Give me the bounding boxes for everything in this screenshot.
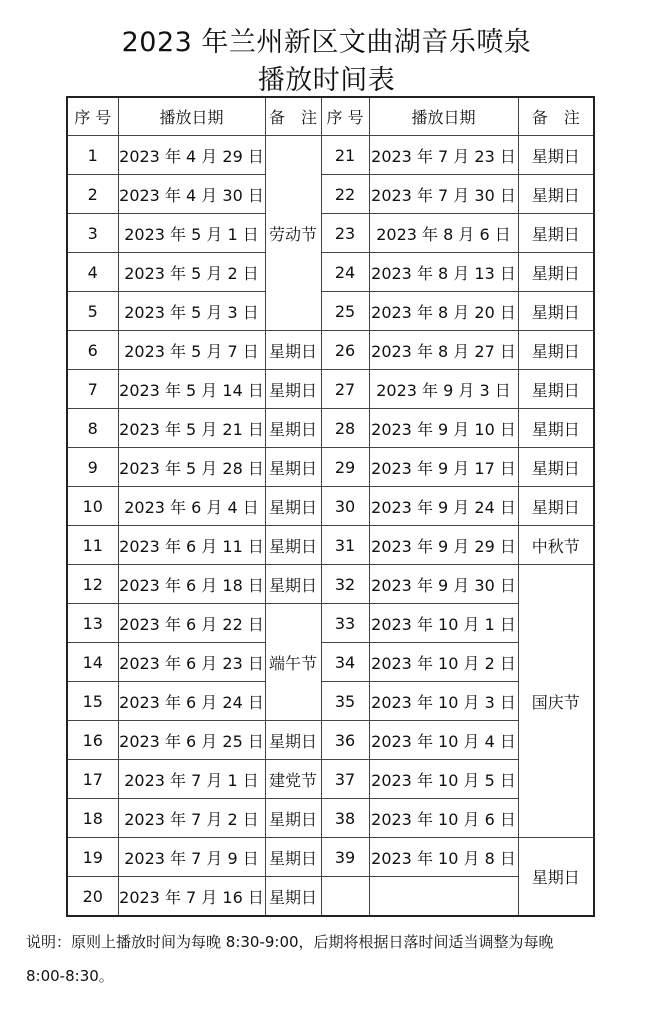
date-cell: 2023 年 7 月 16 日: [118, 877, 265, 917]
date-cell: 2023 年 9 月 24 日: [369, 487, 518, 526]
note-cell: 端午节: [265, 604, 321, 721]
seq-cell: 23: [321, 214, 369, 253]
seq-cell: 31: [321, 526, 369, 565]
note-cell: 星期日: [518, 253, 594, 292]
date-cell: 2023 年 10 月 3 日: [369, 682, 518, 721]
date-cell: 2023 年 5 月 14 日: [118, 370, 265, 409]
note-cell: 星期日: [518, 214, 594, 253]
date-cell: 2023 年 6 月 23 日: [118, 643, 265, 682]
table-row: [67, 799, 594, 838]
table-row: [67, 487, 594, 526]
note-cell: 星期日: [518, 331, 594, 370]
table-row: [67, 136, 594, 175]
header-date: 播放日期: [369, 97, 518, 136]
date-cell: 2023 年 5 月 28 日: [118, 448, 265, 487]
seq-cell: [321, 877, 369, 917]
seq-cell: 18: [67, 799, 118, 838]
date-cell: 2023 年 5 月 2 日: [118, 253, 265, 292]
seq-cell: 9: [67, 448, 118, 487]
note-cell: 建党节: [265, 760, 321, 799]
seq-cell: 25: [321, 292, 369, 331]
note-cell: 星期日: [265, 877, 321, 917]
seq-cell: 39: [321, 838, 369, 877]
seq-cell: 14: [67, 643, 118, 682]
date-cell: 2023 年 4 月 29 日: [118, 136, 265, 175]
date-cell: 2023 年 7 月 2 日: [118, 799, 265, 838]
note-cell: 星期日: [265, 799, 321, 838]
seq-cell: 27: [321, 370, 369, 409]
date-cell: 2023 年 10 月 4 日: [369, 721, 518, 760]
table-row: [67, 448, 594, 487]
date-cell: 2023 年 7 月 23 日: [369, 136, 518, 175]
table-row: [67, 721, 594, 760]
page-subtitle: 播放时间表: [257, 65, 396, 96]
date-cell: 2023 年 6 月 18 日: [118, 565, 265, 604]
seq-cell: 21: [321, 136, 369, 175]
table-row: [67, 175, 594, 214]
date-cell: 2023 年 10 月 1 日: [369, 604, 518, 643]
schedule-table: [66, 96, 595, 917]
table-row: [67, 409, 594, 448]
seq-cell: 4: [67, 253, 118, 292]
table-row: [67, 526, 594, 565]
date-cell: 2023 年 6 月 25 日: [118, 721, 265, 760]
seq-cell: 8: [67, 409, 118, 448]
date-cell: 2023 年 9 月 30 日: [369, 565, 518, 604]
seq-cell: 28: [321, 409, 369, 448]
header-date: 播放日期: [118, 97, 265, 136]
note-cell: 星期日: [518, 838, 594, 917]
date-cell: 2023 年 10 月 6 日: [369, 799, 518, 838]
seq-cell: 29: [321, 448, 369, 487]
table-row: [67, 604, 594, 643]
note-cell: 星期日: [265, 487, 321, 526]
footnote: 说明：原则上播放时间为每晚 8:30-9:00，后期将根据日落时间适当调整为每晚: [26, 933, 554, 951]
page-title: 2023 年兰州新区文曲湖音乐喷泉: [121, 27, 532, 58]
seq-cell: 2: [67, 175, 118, 214]
seq-cell: 16: [67, 721, 118, 760]
date-cell: 2023 年 5 月 7 日: [118, 331, 265, 370]
date-cell: 2023 年 9 月 10 日: [369, 409, 518, 448]
note-cell: 星期日: [518, 292, 594, 331]
table-row: [67, 292, 594, 331]
seq-cell: 12: [67, 565, 118, 604]
note-cell: 星期日: [518, 487, 594, 526]
date-cell: 2023 年 10 月 5 日: [369, 760, 518, 799]
note-cell: 星期日: [518, 448, 594, 487]
seq-cell: 6: [67, 331, 118, 370]
date-cell: 2023 年 8 月 6 日: [369, 214, 518, 253]
note-cell: 星期日: [265, 448, 321, 487]
seq-cell: 36: [321, 721, 369, 760]
seq-cell: 15: [67, 682, 118, 721]
date-cell: 2023 年 6 月 24 日: [118, 682, 265, 721]
seq-cell: 38: [321, 799, 369, 838]
date-cell: 2023 年 8 月 27 日: [369, 331, 518, 370]
note-cell: 劳动节: [265, 136, 321, 331]
seq-cell: 1: [67, 136, 118, 175]
note-cell: 星期日: [265, 370, 321, 409]
table-row: [67, 838, 594, 877]
date-cell: 2023 年 6 月 4 日: [118, 487, 265, 526]
date-cell: 2023 年 4 月 30 日: [118, 175, 265, 214]
date-cell: 2023 年 6 月 11 日: [118, 526, 265, 565]
seq-cell: 22: [321, 175, 369, 214]
date-cell: 2023 年 6 月 22 日: [118, 604, 265, 643]
date-cell: 2023 年 7 月 1 日: [118, 760, 265, 799]
note-cell: 星期日: [265, 526, 321, 565]
table-row: [67, 565, 594, 604]
seq-cell: 37: [321, 760, 369, 799]
footnote-continued: 8:00-8:30。: [26, 967, 114, 985]
date-cell: 2023 年 9 月 29 日: [369, 526, 518, 565]
table-row: [67, 877, 594, 917]
table-row: [67, 214, 594, 253]
date-cell: 2023 年 5 月 3 日: [118, 292, 265, 331]
seq-cell: 19: [67, 838, 118, 877]
date-cell: 2023 年 7 月 9 日: [118, 838, 265, 877]
seq-cell: 24: [321, 253, 369, 292]
date-cell: 2023 年 9 月 3 日: [369, 370, 518, 409]
date-cell: 2023 年 7 月 30 日: [369, 175, 518, 214]
note-cell: 星期日: [265, 331, 321, 370]
note-cell: 星期日: [518, 409, 594, 448]
note-cell: 星期日: [265, 409, 321, 448]
seq-cell: 32: [321, 565, 369, 604]
table-row: [67, 253, 594, 292]
seq-cell: 34: [321, 643, 369, 682]
note-cell: 星期日: [265, 721, 321, 760]
seq-cell: 7: [67, 370, 118, 409]
seq-cell: 5: [67, 292, 118, 331]
table-row: [67, 331, 594, 370]
table-row: [67, 643, 594, 682]
date-cell: 2023 年 8 月 13 日: [369, 253, 518, 292]
table-header-row: [67, 97, 594, 136]
seq-cell: 11: [67, 526, 118, 565]
note-cell: 中秋节: [518, 526, 594, 565]
date-cell: [369, 877, 518, 917]
date-cell: 2023 年 5 月 21 日: [118, 409, 265, 448]
table-row: [67, 370, 594, 409]
note-cell: 星期日: [518, 175, 594, 214]
date-cell: 2023 年 5 月 1 日: [118, 214, 265, 253]
date-cell: 2023 年 9 月 17 日: [369, 448, 518, 487]
note-cell: 国庆节: [518, 565, 594, 838]
seq-cell: 3: [67, 214, 118, 253]
seq-cell: 35: [321, 682, 369, 721]
seq-cell: 13: [67, 604, 118, 643]
table-row: [67, 682, 594, 721]
table-row: [67, 760, 594, 799]
seq-cell: 33: [321, 604, 369, 643]
date-cell: 2023 年 8 月 20 日: [369, 292, 518, 331]
date-cell: 2023 年 10 月 2 日: [369, 643, 518, 682]
header-note: 备 注: [518, 97, 594, 136]
seq-cell: 10: [67, 487, 118, 526]
seq-cell: 20: [67, 877, 118, 917]
note-cell: 星期日: [518, 136, 594, 175]
date-cell: 2023 年 10 月 8 日: [369, 838, 518, 877]
header-seq: 序 号: [67, 97, 118, 136]
note-cell: 星期日: [265, 565, 321, 604]
seq-cell: 17: [67, 760, 118, 799]
header-note: 备 注: [265, 97, 321, 136]
seq-cell: 30: [321, 487, 369, 526]
note-cell: 星期日: [265, 838, 321, 877]
note-cell: 星期日: [518, 370, 594, 409]
header-seq: 序 号: [321, 97, 369, 136]
seq-cell: 26: [321, 331, 369, 370]
